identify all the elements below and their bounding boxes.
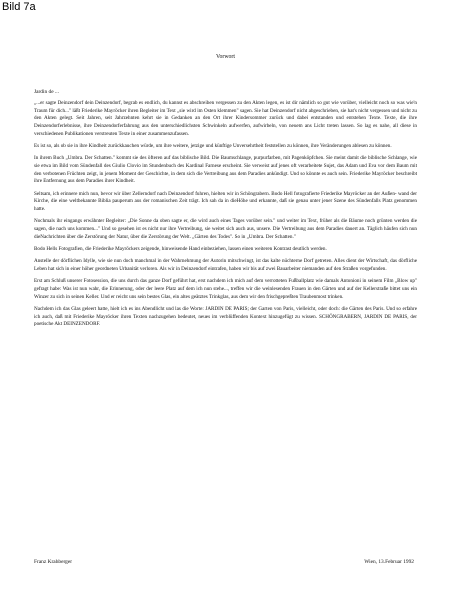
- paragraph-7: Anstelle der dörflichen Idylle, wie sie nun doch manchmal in der Wahrnehmung der Autorin mitschwingt, ist das kalte nüchterne Dorf getreten. Alles dient der Wirtschaft, das dörfliche Leben hat sich in einer höher geordneten Urbanität verloren. Als wir in Deinzendorf eintrafen, haben wir bis auf zwei Bauarbeiter niemanden auf den Straßen vorgefunden.: [34, 258, 417, 272]
- page-title: Vorwort: [216, 54, 235, 60]
- body-text: [34, 100, 417, 334]
- paragraph-1: „...er sagte Deinzendorf dein Deinzendorf, begrab es endlich, du kannst es abschreiben vergessen zu den Akten legen, es ist dir nämlich so gut wie vorüber, vielleicht noch so was wie'n Traum für dich..." läßt Friederike Mayröcker ihren Begleiter im Text „sie wird im Osten klemmen" sagen. Sie hat Deinzendorf nicht abgeschrieben, sie hat's nicht vergessen und nicht zu den Akten gelegt. Seit Jahren, seit Jahrzehnten kehrt sie in Gedanken an den Ort ihrer Kindersommer zurück und dabei entstanden und entstehen Texte. Texte, die ihre Deinzendorferlebnisse, ihre Deinzendorferfahrung aus den unterschiedlichsten Schwinkeln aufwerfen, aufwirbeln, von neuem ans Licht treten lassen. So lag es nahe, all diese in verschiedenen Publikationen verstreuten Texte in einer zusammenzufassen.: [34, 100, 417, 137]
- author-name: Franz Krahberger: [34, 559, 73, 565]
- salutation: Jardin de ...: [34, 89, 60, 95]
- place-date: Wien, 13.Februar 1992: [364, 559, 414, 565]
- paragraph-4: Seltsam, ich erinnere mich nun, bevor wir über Zellerndorf nach Deinzendorf fuhren, hielten wir in Schöngrabern. Bodo Hell fotografierte Friederike Mayröcker an der Außen- wand der Kirche, die eine weltbekannte Biblia pauperum aus der romanischen Zeit trägt. Ich sah da in dieHöhe und erkannte, daß sie genau unter jener Szene des Sündenfalls Platz genommen hatte.: [34, 190, 417, 212]
- paragraph-5: Nochmals ihr eingangs erwähnter Begleiter: „Die Sonne da oben sagte er, die wird auch eines Tages vorüber sein." und weiter im Text, früher als die Bäume noch grünten werden die sagen, die nach uns kommen..." Und so gesehen ist es nicht nur ihre Vertreibung, sie weitet sich auch aus, unsere. Die Vertreibung aus dem Paradies dauert an. Täglich häufen sich nun dieNachrichten über die Zerstörung der Natur, über die Zerstörung der Welt. „Gärten des Todes". So in „Umbra. Der Schatten.": [34, 218, 417, 240]
- paragraph-3: In ihrem Buch „Umbra. Der Schatten." kommt sie des öfteren auf das biblische Bild. Die Baumschlange, purpurfarben, mit Pagenköpfchen. Sie meint damit die biblische Schlange, wie sie etwa im Bild vom Sündenfall des Giulio Clovio im Stundenbuch des Kardinal Farnese erscheint. Sie verweist auf jenes oft verarbeitete Sujet, das Adam und Eva vor dem Baum mit den verbotenen Früchten zeigt, in jenem Moment der Geschichte, in dem sich die Vertreibung aus dem Paradies ankündigt. Und so könnte es auch sein. Friederike Mayröcker beschreibt ihre Entfernung aus dem Paradies ihrer Kindheit.: [34, 155, 417, 185]
- paragraph-6: Bodo Hells Fotografien, die Friederike Mayröckers zeigende, hinweisende Hand einbeziehen, lassen einen weiteren Kontrast deutlich werden.: [34, 245, 327, 252]
- paragraph-2: Es ist so, als ob sie in ihre Kindheit zurückkauchen würde, um ihre weitere, jetzige und künftige Unversehrtheit feststellen zu können, ihre Veränderungen ablesen zu können.: [34, 142, 392, 149]
- page-label: Bild 7a: [2, 1, 36, 13]
- paragraph-8: Erst am Schluß unserer Fotosession, die uns durch das ganze Dorf geführt hat, erst nachdem ich mich auf dem verrotteten Fußballplatz wie damals Antonioni in seinem Film „Blow up" gefragt habe: Was ist nun wahr, die Erinnerung, oder der leere Platz auf dem ich nun stehe..., treffen wir die weinlesenden Frauen in den Gärten und auf der Kellerstraße bittet uns ein Winzer zu sich in seinen Keller. Und er reicht uns sein bestes Glas, ein altes geätztes Trinkglas, aus dem wir den frischgepreßten Traubenmost trinken.: [34, 278, 417, 300]
- signature-line: [34, 559, 414, 565]
- paragraph-9: Nachdem ich das Glas geleert hatte, hielt ich es ins Abendlicht und las die Worte: JARDIN DE PARIS; der Garten von Paris, vielleicht, oder doch: die Gärten des Paris. Und so erfahre ich auch, daß mit Friederike Mayröcker ihren Texten nachzugehen bedeutet, neues im verblüffenden Kontext hinzugefügt zu wissen. SCHÖNGRABERN, JARDIN DE PARIS, der poetische Akt DEINZENDORF.: [34, 305, 417, 328]
